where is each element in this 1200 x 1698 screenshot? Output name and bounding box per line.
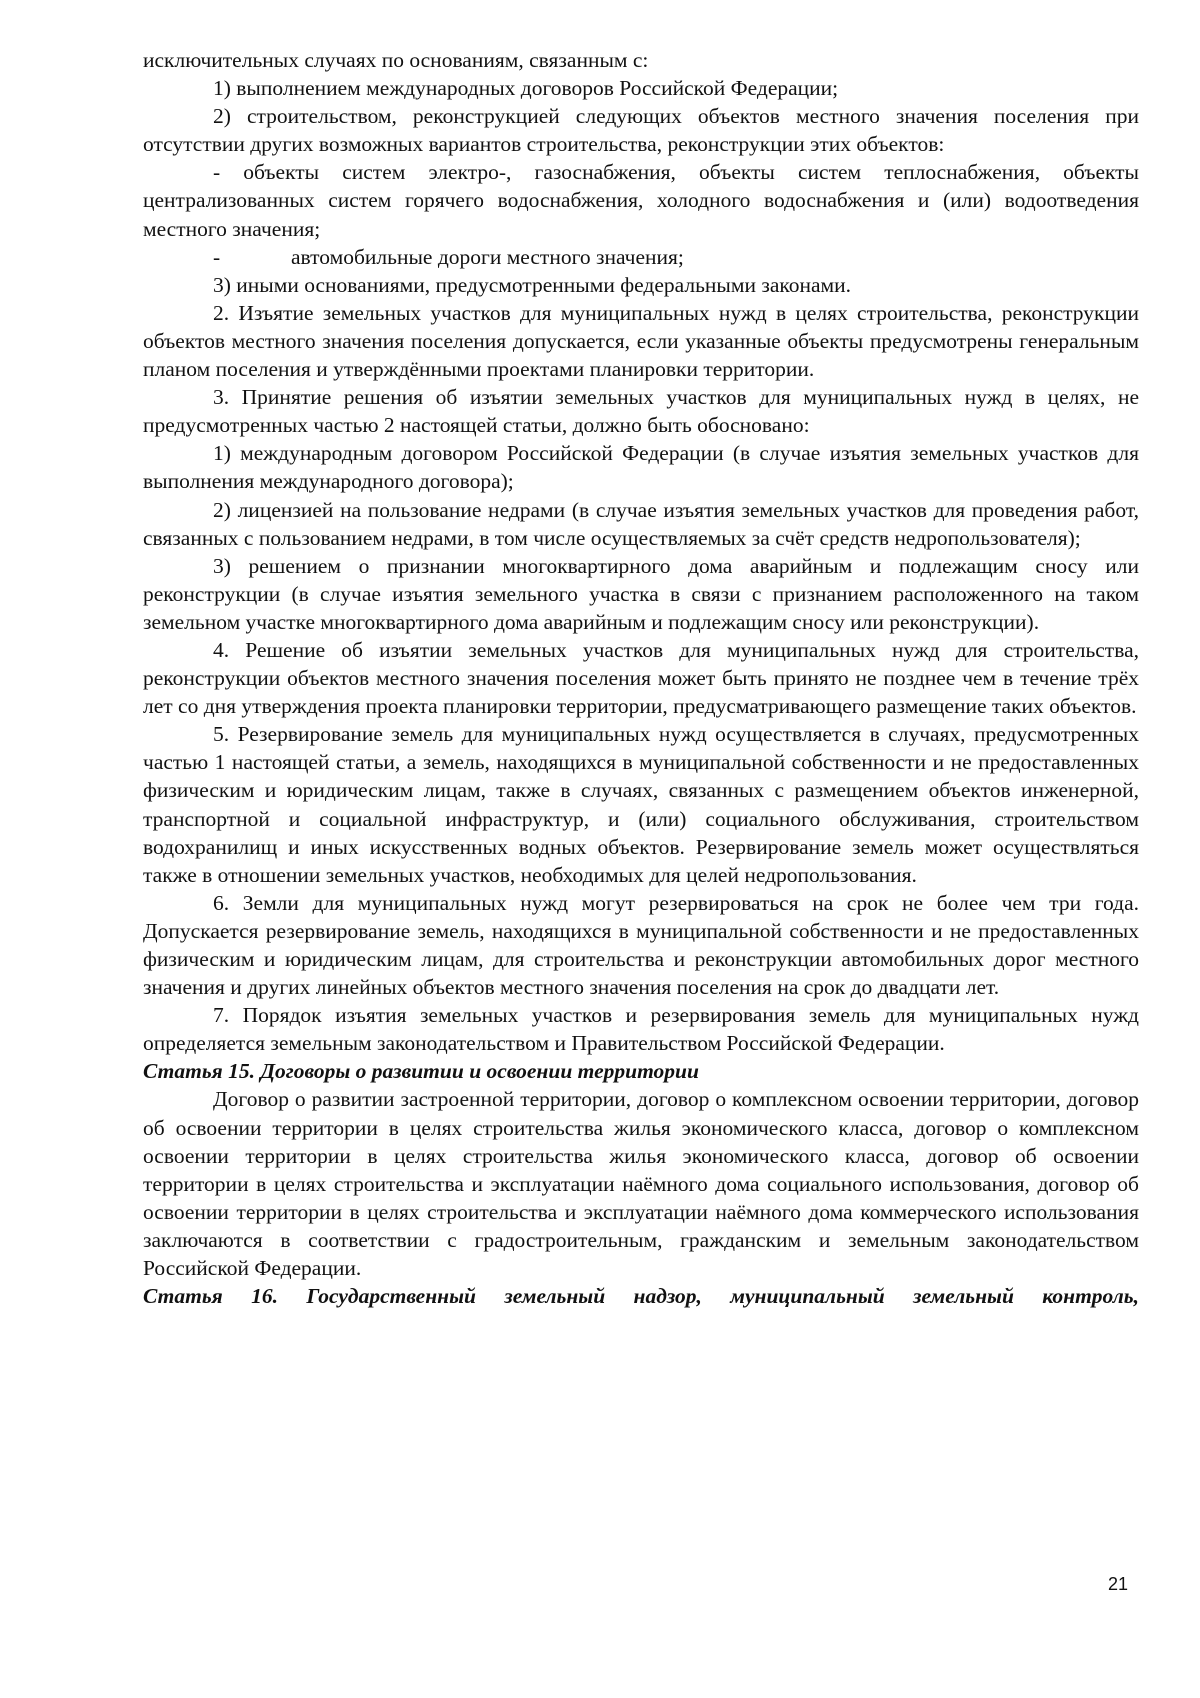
paragraph-2: 2. Изъятие земельных участков для муниципальных нужд в целях строительства, реконструкции объектов местного значения поселения допускается, если указанные объекты предусмотрены генеральным планом поселения и утверждёнными проектами планировки территории. [143,300,1139,382]
paragraph-3-item-1: 1) международным договором Российской Федерации (в случае изъятия земельных участков для выполнения международного договора); [143,441,1139,494]
paragraph-4: 4. Решение об изъятии земельных участков для муниципальных нужд для строительства, реконструкции объектов местного значения поселения может быть принято не позднее чем в течение трёх лет со дня утверждения проекта планировки территории, предусматривающего размещение таких объектов. [143,637,1139,719]
list-subitem-roads [143,243,1139,271]
list-item-3: 3) иными основаниями, предусмотренными федеральными законами. [213,272,851,297]
article-15-heading: Статья 15. Договоры о развитии и освоении территории [143,1059,699,1084]
dash-marker: - [213,244,221,269]
paragraph-intro: исключительных случаях по основаниям, связанным с: [143,48,649,72]
paragraph-6: 6. Земли для муниципальных нужд могут резервироваться на срок не более чем три года. Допускается резервирование земель, находящихся в муниципальной собственности и не предоставленных физическим и юридическим лицам, для строительства и реконструкции автомобильных дорог местного значения и других линейных объектов местного значения поселения на срок до двадцати лет. [143,890,1139,1000]
paragraph-3: 3. Принятие решения об изъятии земельных участков для муниципальных нужд в целях, не предусмотренных частью 2 настоящей статьи, должно быть обосновано: [143,385,1139,438]
document-page [143,46,1139,1310]
list-subitem-roads-text: автомобильные дороги местного значения; [291,244,684,269]
article-15-text: Договор о развитии застроенной территории, договор о комплексном освоении территории, договор об освоении территории в целях строительства жилья экономического класса, договор о комплексном освоении территории в целях строительства жилья экономического класса, договор об освоении территории в целях строительства и эксплуатации наёмного дома социального использования, договор об освоении территории в целях строительства и эксплуатации наёмного дома коммерческого использования заключаются в соответствии с градостроительным, гражданским и земельным законодательством Российской Федерации. [143,1087,1139,1281]
paragraph-3-item-2: 2) лицензией на пользование недрами (в случае изъятия земельных участков для проведения работ, связанных с пользованием недрами, в том числе осуществляемых за счёт средств недропользователя); [143,497,1139,550]
list-item-2: 2) строительством, реконструкцией следующих объектов местного значения поселения при отсутствии других возможных вариантов строительства, реконструкции этих объектов: [143,104,1139,157]
page-number: 21 [1108,1574,1129,1594]
paragraph-3-item-3: 3) решением о признании многоквартирного дома аварийным и подлежащим сносу или реконструкции (в случае изъятия земельного участка в связи с признанием расположенного на таком земельном участке многоквартирного дома аварийным и подлежащим сносу или реконструкции). [143,553,1139,634]
list-item-1: 1) выполнением международных договоров Российской Федерации; [213,76,839,101]
article-16-heading: Статья 16. Государственный земельный надзор, муниципальный земельный контроль, [143,1284,1139,1309]
paragraph-7: 7. Порядок изъятия земельных участков и резервирования земель для муниципальных нужд определяется земельным законодательством и Правительством Российской Федерации. [143,1003,1139,1056]
paragraph-5: 5. Резервирование земель для муниципальных нужд осуществляется в случаях, предусмотренных частью 1 настоящей статьи, а земель, находящихся в муниципальной собственности и не предоставленных физическим и юридическим лицам, также в случаях, связанных с размещением объектов инженерной, транспортной и социальной инфраструктур, и (или) социального обслуживания, строительством водохранилищ и иных искусственных водных объектов. Резервирование земель может осуществляться также в отношении земельных участков, необходимых для целей недропользования. [143,722,1139,887]
list-subitem-utilities: - объекты систем электро-, газоснабжения, объекты систем теплоснабжения, объекты централизованных систем горячего водоснабжения, холодного водоснабжения и (или) водоотведения местного значения; [143,160,1139,241]
